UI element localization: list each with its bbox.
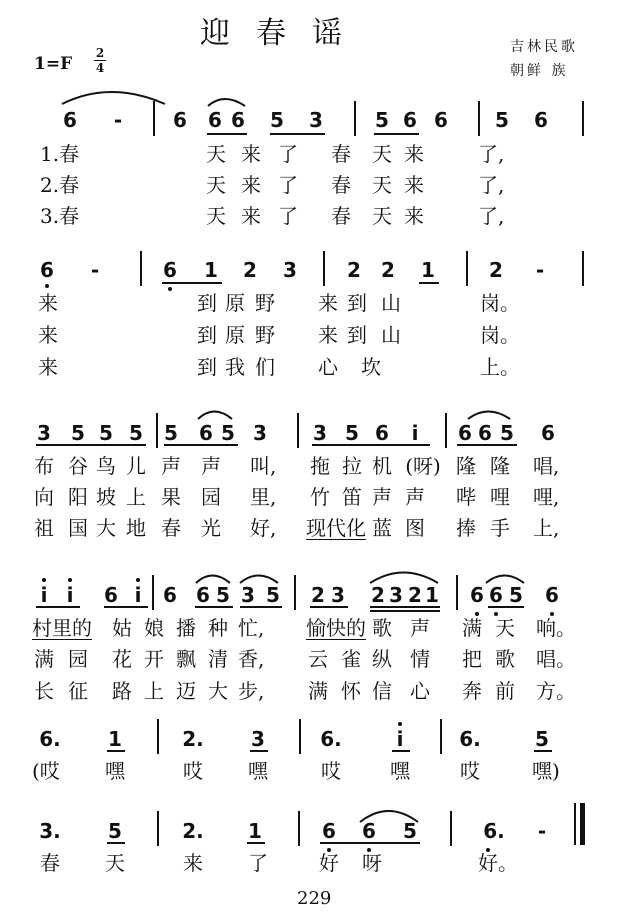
- lyric: 大: [96, 516, 116, 540]
- lyric: 声: [201, 454, 221, 478]
- note: -: [535, 258, 545, 282]
- note: 6: [163, 258, 177, 282]
- underline: [107, 842, 125, 844]
- lyric: 天: [206, 204, 226, 228]
- lyric: 怀: [341, 679, 361, 703]
- note: 2: [311, 583, 325, 607]
- lyric: 花: [112, 647, 132, 671]
- note: i: [134, 583, 142, 607]
- lyric: 天: [495, 616, 515, 640]
- note: 3: [313, 421, 327, 445]
- note: 5: [266, 583, 280, 607]
- lyric: 嘿: [105, 759, 125, 783]
- lyric: 山: [381, 323, 401, 347]
- lyric: 春: [40, 851, 60, 875]
- lyric: (呀): [405, 454, 441, 478]
- barline: [298, 811, 300, 846]
- lyric: 好: [319, 851, 339, 875]
- lyric: 声: [372, 485, 392, 509]
- lyric: 手: [490, 516, 510, 540]
- note: 6: [231, 108, 245, 132]
- note: 5: [509, 583, 523, 607]
- final-barline-thin: [574, 803, 576, 845]
- lyric: 坎: [361, 355, 381, 379]
- lyric: 声: [405, 485, 425, 509]
- lyric: 来: [38, 291, 58, 315]
- lyric: 满: [308, 679, 328, 703]
- lyric: 园: [201, 485, 221, 509]
- lyric: 了: [278, 142, 298, 166]
- lyric: 2.春: [40, 173, 80, 197]
- note: 6: [196, 583, 210, 607]
- lyric: 好。: [478, 851, 518, 875]
- lyric: 春: [161, 516, 181, 540]
- note: 6: [534, 108, 548, 132]
- lyric: 上,: [533, 516, 560, 540]
- lyric: 光: [201, 516, 221, 540]
- note: 6.: [320, 727, 342, 751]
- lyric: 声: [161, 454, 181, 478]
- lyric: 天: [105, 851, 125, 875]
- note: i: [411, 421, 419, 445]
- lyric: 飘: [176, 647, 196, 671]
- note: 6: [458, 421, 472, 445]
- lyric: 隆: [490, 454, 510, 478]
- lyric: 图: [405, 516, 425, 540]
- note: 3: [309, 108, 323, 132]
- lyric: 岗。: [480, 291, 520, 315]
- key-signature: 1=F: [34, 54, 73, 74]
- lyric: 竹: [310, 485, 330, 509]
- lyric: 把: [462, 647, 482, 671]
- note: 6: [375, 421, 389, 445]
- lyric: 纵: [372, 647, 392, 671]
- note: i: [66, 583, 74, 607]
- lyric: 心: [410, 679, 430, 703]
- lyric: 雀: [341, 647, 361, 671]
- lyric: 播: [176, 616, 196, 640]
- note: 3: [389, 583, 403, 607]
- note: 6: [63, 108, 77, 132]
- lyric: 大: [208, 679, 228, 703]
- lyric: 上: [144, 679, 164, 703]
- lyric: 春: [331, 204, 351, 228]
- lyric: 愉快的: [306, 616, 366, 640]
- lyric: 路: [112, 679, 132, 703]
- lyric: 方。: [536, 679, 576, 703]
- lyric: 声: [410, 616, 430, 640]
- note: 6: [478, 421, 492, 445]
- lyric: 姑: [112, 616, 132, 640]
- lyric: 呀: [362, 851, 382, 875]
- note: 5: [500, 421, 514, 445]
- lyric: 歌: [495, 647, 515, 671]
- note: -: [90, 258, 100, 282]
- note: i: [396, 727, 404, 751]
- time-signature-top: 2: [95, 46, 105, 60]
- lyric: 布: [34, 454, 54, 478]
- lyric: 来: [183, 851, 203, 875]
- lyric: 天: [206, 173, 226, 197]
- lyric: 奔: [462, 679, 482, 703]
- lyric: 来: [318, 291, 338, 315]
- note: 5: [108, 819, 122, 843]
- note: i: [40, 583, 48, 607]
- barline: [157, 811, 159, 846]
- lyric: 拉: [342, 454, 362, 478]
- lyric: 满: [34, 647, 54, 671]
- note: 6: [199, 421, 213, 445]
- lyric: 歌: [372, 616, 392, 640]
- lyric: 来: [38, 355, 58, 379]
- page-number: 229: [297, 888, 332, 909]
- note: 5: [216, 583, 230, 607]
- lyric: 现代化: [306, 516, 366, 540]
- song-title: 迎春谣: [200, 16, 368, 51]
- lyric: 忙,: [238, 616, 265, 640]
- note: 6: [470, 583, 484, 607]
- note: 6: [208, 108, 222, 132]
- lyric: 嘿: [390, 759, 410, 783]
- note: 2: [408, 583, 422, 607]
- lyric: 来: [404, 142, 424, 166]
- lyric: 步,: [238, 679, 265, 703]
- note: 5: [99, 421, 113, 445]
- lyric: 坡: [96, 485, 116, 509]
- origin-region: 吉林民歌: [510, 39, 578, 55]
- lyric: 信: [372, 679, 392, 703]
- note: 2.: [182, 727, 204, 751]
- lyric: 了,: [478, 173, 505, 197]
- final-barline-thick: [580, 803, 585, 845]
- lyric: 来: [404, 204, 424, 228]
- lyric: 哩,: [533, 485, 560, 509]
- lyric: 哎: [183, 759, 203, 783]
- note: 5: [495, 108, 509, 132]
- note: 6.: [459, 727, 481, 751]
- note: -: [537, 819, 547, 843]
- lyric: 1.春: [40, 142, 80, 166]
- underline: [320, 842, 420, 844]
- lyric: 拖: [310, 454, 330, 478]
- note: 6: [403, 108, 417, 132]
- lyric: 天: [372, 204, 392, 228]
- lyric: 上: [126, 485, 146, 509]
- note: 1: [425, 583, 439, 607]
- lyric: 来: [38, 323, 58, 347]
- note: 1: [248, 819, 262, 843]
- note: 6.: [39, 727, 61, 751]
- lyric: 来: [241, 142, 261, 166]
- lyric: 叫,: [250, 454, 277, 478]
- lyric: 嘿): [532, 759, 560, 783]
- note: 2: [381, 258, 395, 282]
- lyric: 3.春: [40, 204, 80, 228]
- lyric: 了,: [478, 204, 505, 228]
- note: 5: [164, 421, 178, 445]
- lyric: 春: [331, 173, 351, 197]
- note: 3: [37, 421, 51, 445]
- origin-ethnicity: 朝鲜 族: [510, 63, 569, 79]
- note: 5: [345, 421, 359, 445]
- lyric: 香,: [238, 647, 265, 671]
- underline: [247, 842, 265, 844]
- note: 6: [163, 583, 177, 607]
- note: 3: [283, 258, 297, 282]
- lyric: 迈: [176, 679, 196, 703]
- lyric: 我: [225, 355, 245, 379]
- note: 5: [270, 108, 284, 132]
- lyric: 机: [372, 454, 392, 478]
- lyric: 原: [225, 291, 245, 315]
- note: 5: [403, 819, 417, 843]
- note: 3: [331, 583, 345, 607]
- lyric: 心: [318, 355, 338, 379]
- lyric: 唱。: [536, 647, 576, 671]
- lyric: 到: [347, 291, 367, 315]
- lyric: 野: [255, 291, 275, 315]
- lyric: 原: [225, 323, 245, 347]
- note: 5: [375, 108, 389, 132]
- lyric: 天: [372, 173, 392, 197]
- note: 6.: [483, 819, 505, 843]
- lyric: 向: [34, 485, 54, 509]
- lyric: 岗。: [480, 323, 520, 347]
- lyric: 哎: [321, 759, 341, 783]
- lyric: 长: [34, 679, 54, 703]
- note: 3.: [39, 819, 61, 843]
- note: 2: [489, 258, 503, 282]
- lyric: 到: [197, 355, 217, 379]
- lyric: 嘿: [248, 759, 268, 783]
- lyric: 哔: [456, 485, 476, 509]
- lyric: 了: [278, 204, 298, 228]
- lyric: 天: [206, 142, 226, 166]
- lyric: 们: [255, 355, 275, 379]
- note: 6: [322, 819, 336, 843]
- note: 2: [347, 258, 361, 282]
- lyric: 好,: [250, 516, 277, 540]
- note: 3: [241, 583, 255, 607]
- note: 3: [253, 421, 267, 445]
- lyric: 阳: [68, 485, 88, 509]
- note: 6: [40, 258, 54, 282]
- lyric: 来: [318, 323, 338, 347]
- lyric: 园: [68, 647, 88, 671]
- lyric: 来: [241, 173, 261, 197]
- lyric: 上。: [480, 355, 520, 379]
- note: 1: [204, 258, 218, 282]
- lyric: 云: [308, 647, 328, 671]
- lyric: 儿: [126, 454, 146, 478]
- lyric: 到: [197, 291, 217, 315]
- lyric: 了: [248, 851, 268, 875]
- lyric: 娘: [144, 616, 164, 640]
- lyric: 笛: [342, 485, 362, 509]
- lyric: 蓝: [372, 516, 392, 540]
- note: 2: [371, 583, 385, 607]
- time-signature-bottom: 4: [95, 61, 105, 75]
- note: -: [113, 108, 123, 132]
- lyric: 来: [241, 204, 261, 228]
- lyric: 满: [462, 616, 482, 640]
- note: 6: [545, 583, 559, 607]
- lyric: 野: [255, 323, 275, 347]
- note: 3: [251, 727, 265, 751]
- lyric: 天: [372, 142, 392, 166]
- lyric: 隆: [456, 454, 476, 478]
- lyric: 捧: [456, 516, 476, 540]
- lyric: 果: [161, 485, 181, 509]
- lyric: 里,: [250, 485, 277, 509]
- lyric: 了,: [478, 142, 505, 166]
- lyric: 来: [404, 173, 424, 197]
- lyric: 哎: [460, 759, 480, 783]
- lyric: 开: [144, 647, 164, 671]
- lyric: 情: [410, 647, 430, 671]
- lyric: 到: [197, 323, 217, 347]
- note: 6: [541, 421, 555, 445]
- note: 1: [108, 727, 122, 751]
- note: 5: [71, 421, 85, 445]
- note: 2: [243, 258, 257, 282]
- note: 5: [535, 727, 549, 751]
- lyric: 山: [381, 291, 401, 315]
- lyric: 了: [278, 173, 298, 197]
- lyric: 前: [495, 679, 515, 703]
- lyric: 响。: [536, 616, 576, 640]
- lyric: 国: [68, 516, 88, 540]
- lyric: 祖: [34, 516, 54, 540]
- lyric: 唱,: [533, 454, 560, 478]
- note: 2.: [182, 819, 204, 843]
- lyric: 鸟: [96, 454, 116, 478]
- lyric: 地: [126, 516, 146, 540]
- lyric: 征: [68, 679, 88, 703]
- barline: [450, 811, 452, 846]
- note: 6: [362, 819, 376, 843]
- note: 1: [421, 258, 435, 282]
- lyric: 春: [331, 142, 351, 166]
- lyric: 谷: [68, 454, 88, 478]
- note: 5: [129, 421, 143, 445]
- lyric: 村里的: [32, 616, 92, 640]
- lyric: (哎: [32, 759, 60, 783]
- note: 6: [104, 583, 118, 607]
- lyric: 到: [347, 323, 367, 347]
- note: 6: [434, 108, 448, 132]
- note: 6: [173, 108, 187, 132]
- note: 6: [489, 583, 503, 607]
- note: 5: [221, 421, 235, 445]
- lyric: 清: [208, 647, 228, 671]
- lyric: 哩: [490, 485, 510, 509]
- lyric: 种: [208, 616, 228, 640]
